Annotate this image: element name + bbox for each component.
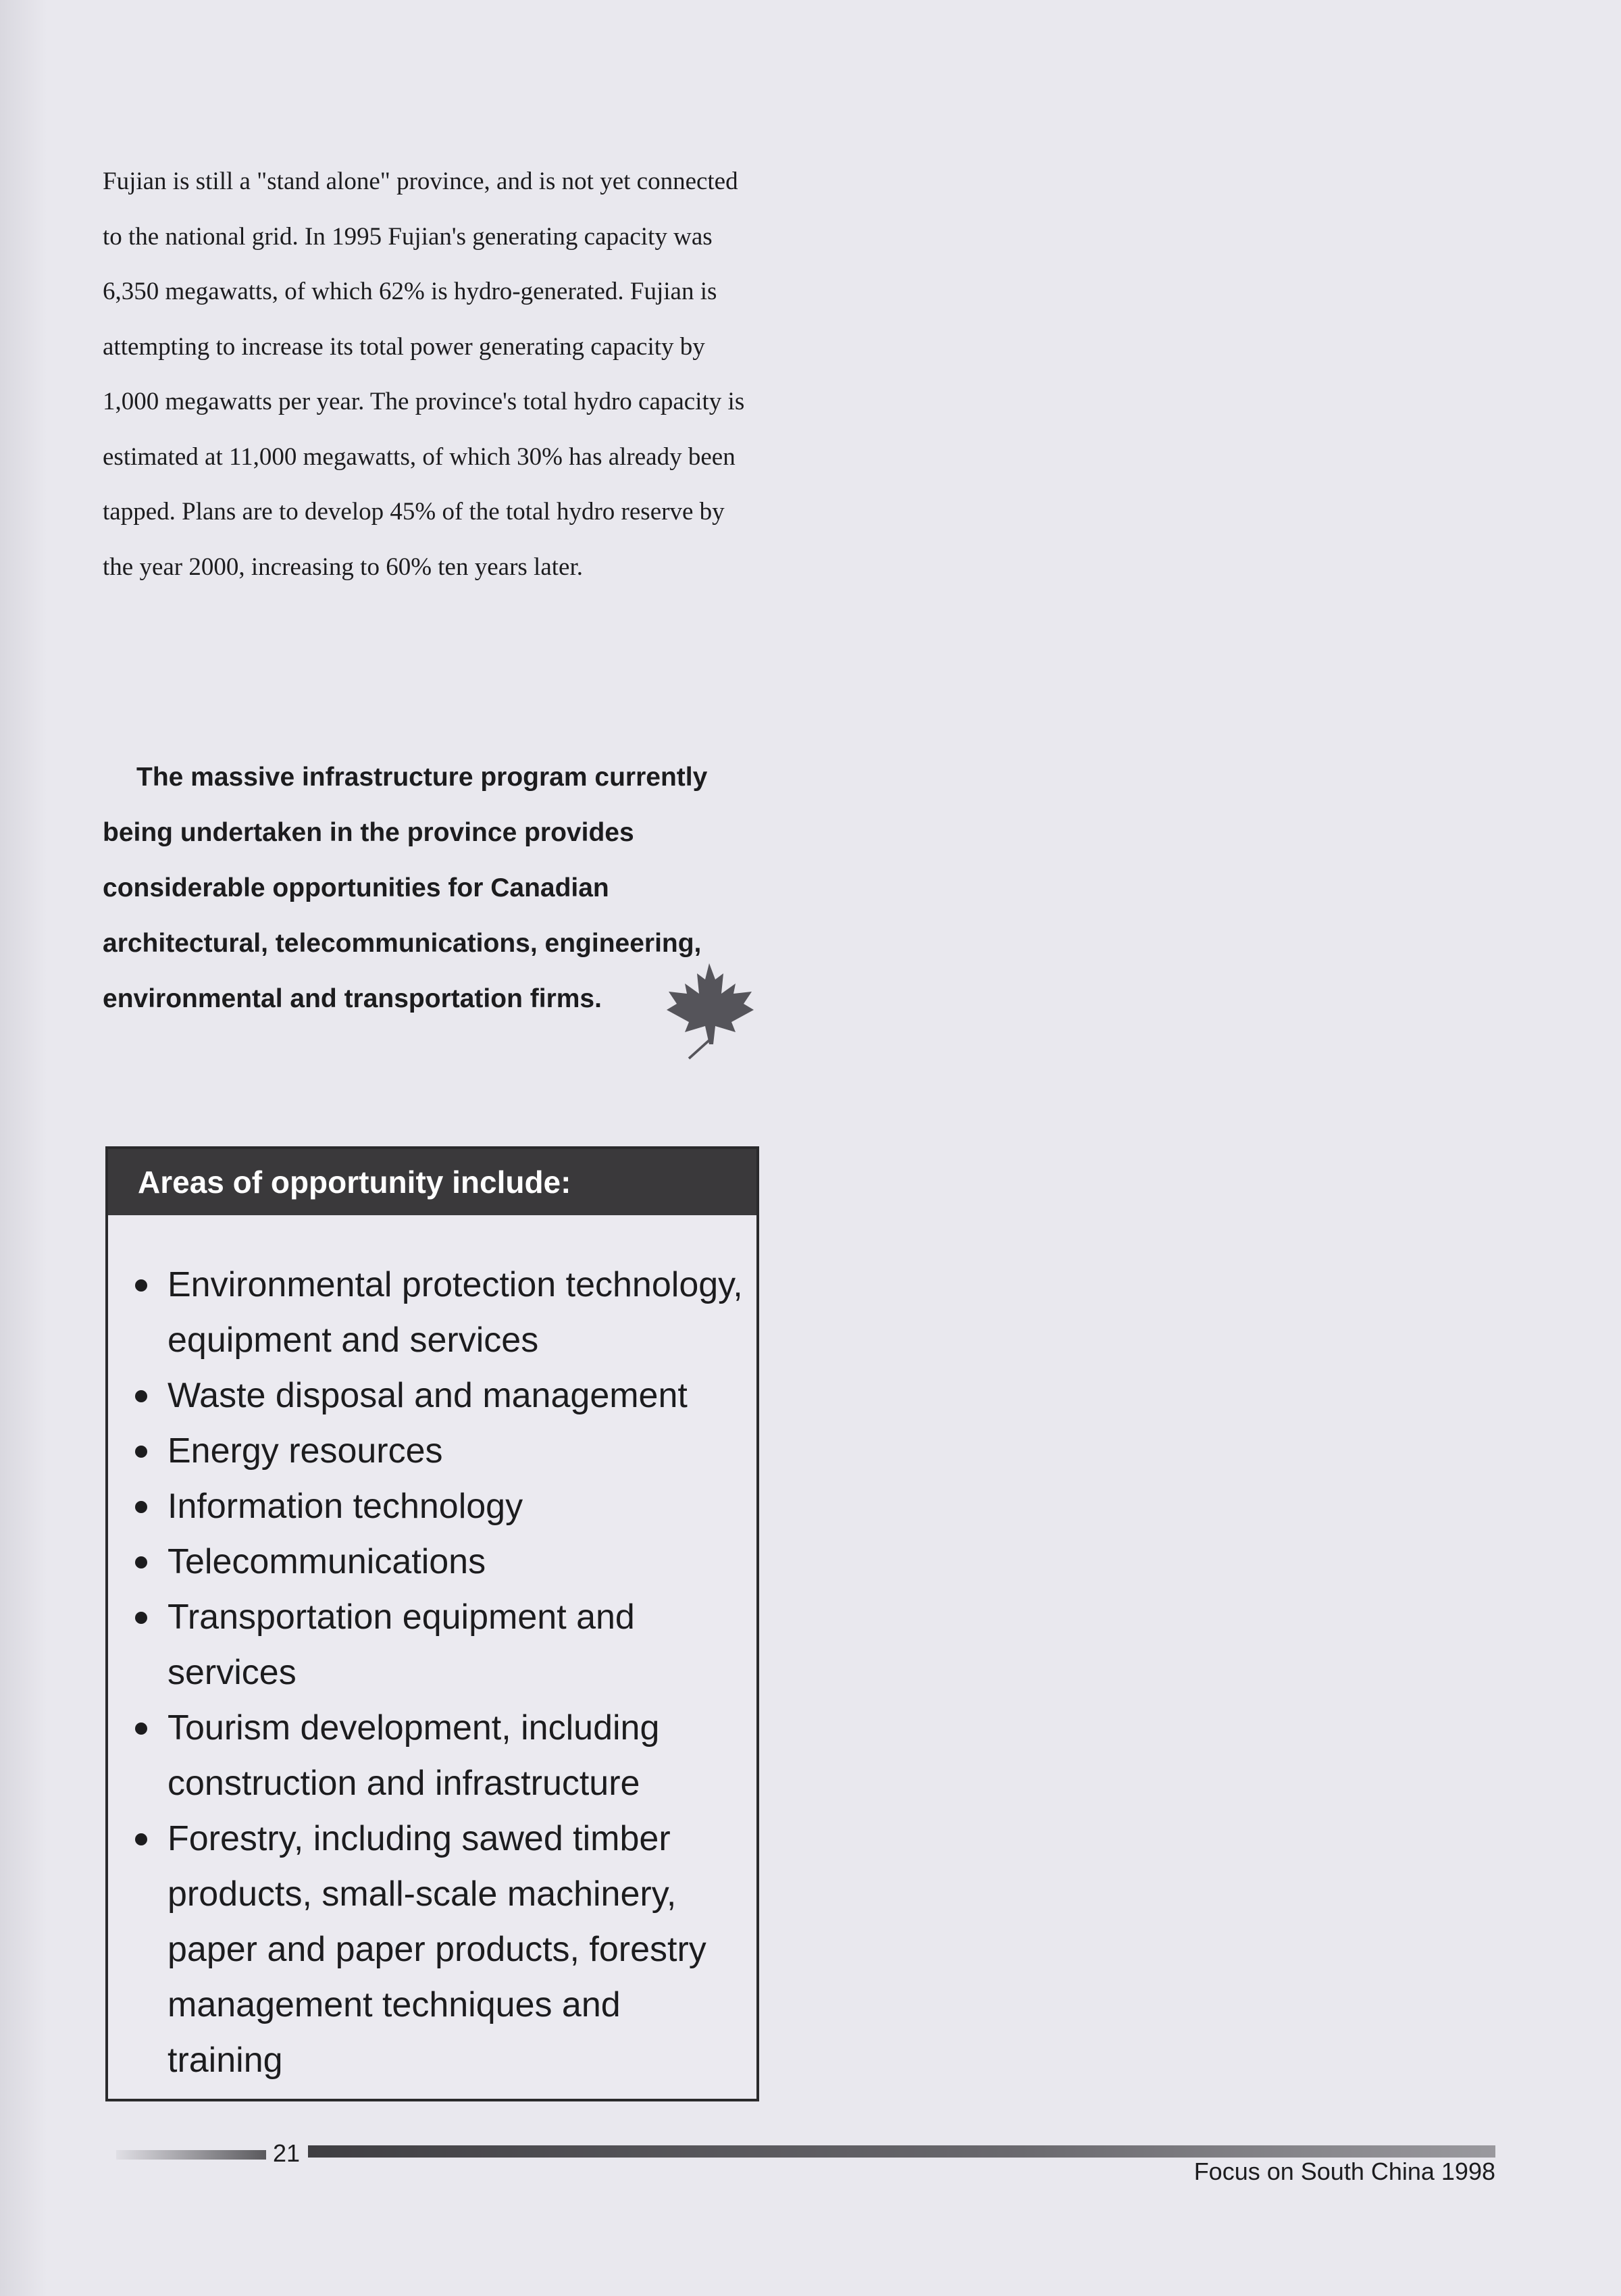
opportunity-item <box>108 1368 743 1423</box>
bullet-icon <box>135 1612 147 1624</box>
opportunity-item <box>108 1700 743 1811</box>
opportunity-text: Telecommunications <box>168 1542 486 1581</box>
bullet-icon <box>135 1501 147 1513</box>
body-text-column <box>103 154 758 594</box>
bullet-icon <box>135 1279 147 1292</box>
opportunity-text: Information technology <box>168 1487 523 1526</box>
opportunity-text: Environmental protection technology, equipment and services <box>168 1265 743 1360</box>
bullet-icon <box>135 1390 147 1402</box>
opportunities-box <box>105 1146 759 2101</box>
page-edge-shadow <box>0 0 47 2296</box>
opportunity-item <box>108 1479 743 1534</box>
page-number: 21 <box>273 2139 301 2167</box>
publication-title: Focus on South China 1998 <box>1193 2158 1495 2185</box>
opportunity-item <box>108 1811 743 2088</box>
opportunity-item <box>108 1423 743 1479</box>
opportunity-text: Forestry, including sawed timber products, small-scale machinery, paper and paper products, forestry management techniques and training <box>168 1819 706 2080</box>
bullet-icon <box>135 1833 147 1845</box>
opportunities-list <box>108 1215 756 2088</box>
opportunity-item <box>108 1257 743 1368</box>
footer-rule-left <box>116 2150 266 2160</box>
bullet-icon <box>135 1723 147 1735</box>
callout-text: The massive infrastructure program currently being undertaken in the province provides considerable opportunities for Canadian architectural, telecommunications, engineering, environmental and transportation firms. <box>103 763 708 1013</box>
maple-leaf-icon <box>659 959 760 1061</box>
opportunities-heading: Areas of opportunity include: <box>108 1149 756 1215</box>
opportunity-text: Transportation equipment and services <box>168 1598 635 1692</box>
opportunity-text: Energy resources <box>168 1431 443 1471</box>
opportunity-text: Waste disposal and management <box>168 1376 688 1415</box>
opportunity-item <box>108 1534 743 1589</box>
opportunity-text: Tourism development, including construction and infrastructure <box>168 1708 660 1803</box>
grid-paragraph: Fujian is still a "stand alone" province, and is not yet connected to the national grid. In 1995 Fujian's generating capacity was 6,350 megawatts, of which 62% is hydro-generated. Fujian is attempting to increase its total power generating capacity by 1,000 megawatts per year. The province's total hydro capacity is estimated at 11,000 megawatts, of which 30% has already been tapped. Plans are to develop 45% of the total hydro reserve by the year 2000, increasing to 60% ten years later. <box>103 168 745 581</box>
bullet-icon <box>135 1446 147 1458</box>
bullet-icon <box>135 1556 147 1568</box>
opportunity-item <box>108 1589 743 1700</box>
